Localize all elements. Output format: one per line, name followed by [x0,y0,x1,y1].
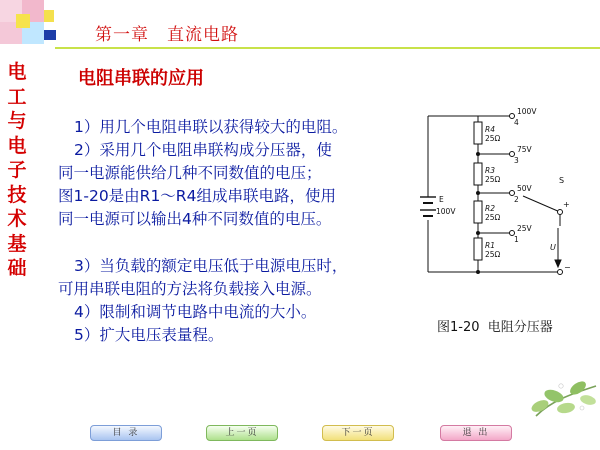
toc-button[interactable]: 目 录 [90,425,162,441]
header-divider [55,47,600,49]
r1-value: 25Ω [485,250,501,259]
tap-2-index: 2 [514,195,519,204]
tap-4-voltage: 100V [517,107,537,116]
tap-4-index: 4 [514,118,519,127]
output-voltage-label: U [550,243,556,252]
plus-sign: + [563,200,570,209]
paragraph-3-line-1: 3）当负载的额定电压低于电源电压时， [74,257,348,275]
r3-value: 25Ω [485,175,501,184]
r1-name: R1 [485,241,495,250]
paragraph-2-line-4: 同一电源可以输出4种不同数值的电压。 [58,210,332,228]
source-value: 100V [436,207,456,216]
paragraph-2-line-2: 同一电源能供给几种不同数值的电压； [58,164,322,182]
paragraph-3-line-2: 可用串联电阻的方法将负载接入电源。 [58,280,322,298]
r4-name: R4 [485,125,495,134]
r2-value: 25Ω [485,213,501,222]
minus-sign: − [564,263,571,272]
tap-3-index: 3 [514,156,519,165]
corner-decoration [0,0,60,55]
r2-name: R2 [485,204,495,213]
figure-caption: 图1-20 电阻分压器 [437,320,553,335]
tap-1-index: 1 [514,235,519,244]
plant-decoration [526,366,600,426]
r4-value: 25Ω [485,134,501,143]
voltage-divider-diagram [410,104,600,279]
switch-label: S [559,176,565,185]
chapter-title: 第一章 直流电路 [95,25,239,45]
previous-page-button[interactable]: 上一页 [206,425,278,441]
paragraph-2-line-1: 2）采用几个电阻串联构成分压器，使 [74,141,332,159]
paragraph-5: 5）扩大电压表量程。 [74,326,224,344]
r3-name: R3 [485,166,495,175]
next-page-button[interactable]: 下一页 [322,425,394,441]
tap-1-voltage: 25V [517,224,532,233]
paragraph-2-line-3: 图1-20是由R1～R4组成串联电路，使用 [58,187,336,205]
tap-2-voltage: 50V [517,184,532,193]
paragraph-1: 1）用几个电阻串联以获得较大的电阻。 [74,118,348,136]
section-title: 电阻串联的应用 [78,68,204,89]
exit-button[interactable]: 退 出 [440,425,512,441]
source-label: E [439,195,444,204]
paragraph-4: 4）限制和调节电路中电流的大小。 [74,303,317,321]
sidebar-book-title: 电 工 与 电 子 技 术 基 础 [7,61,27,279]
tap-3-voltage: 75V [517,145,532,154]
